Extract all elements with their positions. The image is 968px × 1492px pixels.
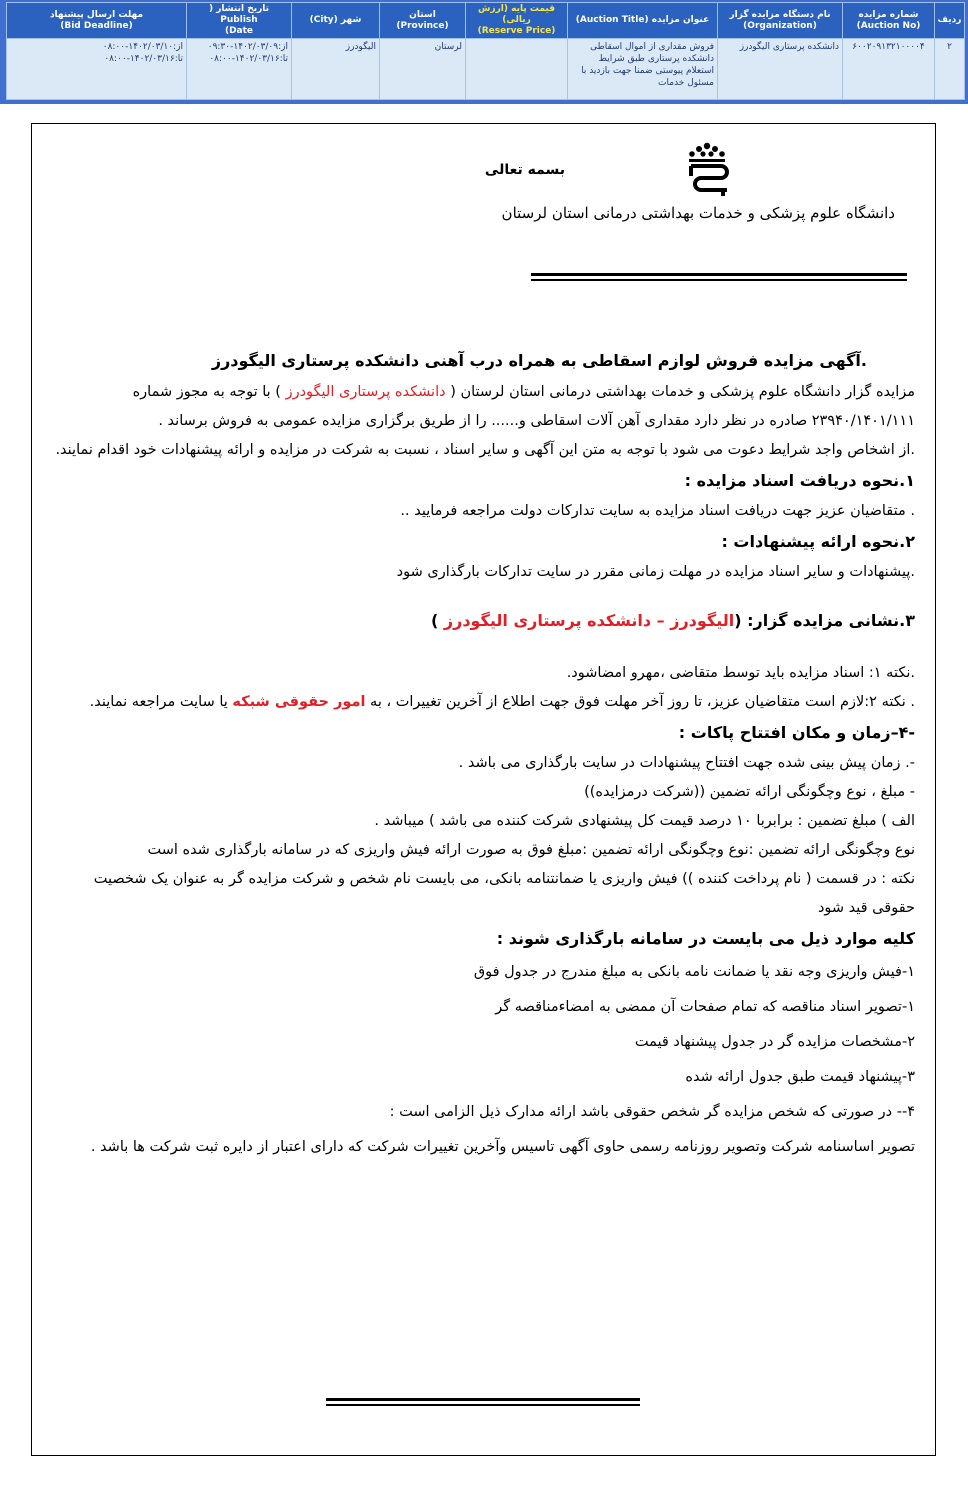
section-4-line-3: الف ) مبلغ تضمین : برابربا ۱۰ درصد قیمت کل پیشنهادی شرکت کننده می باشد ) میباشد . [374, 813, 915, 829]
notice-title: .آگهی مزایده فروش لوازم اسقاطی به همراه درب آهنی دانشکده پرستاری الیگودرز [211, 351, 867, 370]
table-header-row [7, 3, 965, 39]
basmala-heading: بسمه تعالی [484, 162, 565, 178]
section-2-heading: ۲.نحوه ارائه پیشنهادات : [721, 532, 915, 551]
col-deadline: مهلت ارسال پیشنهاد (Bid Deadline) [7, 3, 187, 39]
cell-index: ۲ [935, 39, 965, 100]
intro-paragraph: مزایده گزار دانشگاه علوم پزشکی و خدمات بهداشتی درمانی استان لرستان ( دانشکده پرستاری الیگودرز ) با توجه به مجوز شماره ۲۳۹۴۰/۱۴۰۱/۱۱۱ صادره در نظر دارد مقداری آهن آلات اسقاطی و...... را از طریق برگزاری مزایده عمومی به فروش برساند . [132, 384, 915, 429]
section-4-line-4: نوع وچگونگی ارائه تضمین :نوع وچگونگی ارائه تضمین :مبلغ فوق به صورت ارائه فیش واریزی که در سامانه بارگذاری شده است [147, 842, 915, 858]
list-item: ۴-- در صورتی که شخص مزایده گر شخص حقوقی باشد ارائه مدارک ذیل الزامی است : [389, 1104, 915, 1120]
col-index: ردیف [935, 3, 965, 39]
university-name: دانشگاه علوم پزشکی و خدمات بهداشتی درمانی استان لرستان [501, 204, 895, 222]
note-2: . نکته ۲:لازم است متقاضیان عزیز، تا روز آخر مهلت فوق جهت اطلاع از آخرین تغییرات ، به امور حقوقی شبکه یا سایت مراجعه نمایند. [89, 694, 915, 710]
footer-divider [326, 1398, 640, 1406]
section-4-note: نکته : در قسمت ( نام پرداخت کننده )) فیش واریزی یا ضمانتنامه بانکی، می بایست نام شخص و شرکت مزایده گر به عنوان یک شخصیت حقوقی قید شود [93, 871, 915, 916]
col-publish-date: تاریخ انتشار ( Publish Date) [187, 3, 292, 39]
col-auction-no: شماره مزایده (Auction No) [843, 3, 935, 39]
col-province: استان (Province) [380, 3, 466, 39]
notice-body [49, 346, 915, 1165]
section-4-line-2: - مبلغ ، نوع وچگونگی ارائه تضمین ((شرکت درمزایده)) [584, 784, 915, 800]
auction-table [6, 2, 965, 100]
invite-paragraph: .از اشخاص واجد شرایط دعوت می شود با توجه به متن این آگهی و سایر اسناد ، نسبت به شرکت در مزایده و ارائه پیشنهادات خود اقدام نمایند. [55, 442, 915, 458]
cell-organization: دانشکده پرستاری الیگودرز [718, 39, 843, 100]
cell-city: الیگودرز [292, 39, 380, 100]
cell-deadline: از:۱۴۰۲/۰۳/۱۰-۰۸:۰۰ تا:۱۴۰۲/۰۳/۱۶-۰۸:۰۰ [7, 39, 187, 100]
cell-reserve-price [466, 39, 568, 100]
section-3-heading: ۳.نشانی مزایده گزار: (الیگودرز – دانشکده پرستاری الیگودرز ) [431, 611, 915, 630]
col-reserve-price: قیمت پایه (ارزش ریالی) (Reserve Price) [466, 3, 568, 39]
cell-province: لرستان [380, 39, 466, 100]
list-item: ۱-فیش واریزی وجه نقد یا ضمانت نامه بانکی به مبلغ مندرج در جدول فوق [473, 964, 915, 980]
note-1: .نکته ۱: اسناد مزایده باید توسط متقاضی ،مهرو امضاشود. [566, 665, 915, 681]
upload-list-heading: کلیه موارد ذیل می بایست در سامانه بارگذاری شوند : [496, 929, 915, 948]
list-item: ۲-مشخصات مزایده گر در جدول پیشنهاد قیمت [634, 1034, 915, 1050]
section-1-heading: ۱.نحوه دریافت اسناد مزایده : [684, 471, 915, 490]
section-4-line-1: -. زمان پیش بینی شده جهت افتتاح پیشنهادات در سایت بارگذاری می باشد . [458, 755, 915, 771]
header-divider [531, 273, 907, 281]
col-organization: نام دستگاه مزایده گزار (Organization) [718, 3, 843, 39]
col-city: شهر (City) [292, 3, 380, 39]
cell-publish-date: از:۱۴۰۲/۰۳/۰۹-۰۹:۳۰ تا:۱۴۰۲/۰۳/۱۶-۰۸:۰۰ [187, 39, 292, 100]
list-item: ۳-پیشنهاد قیمت طبق جدول ارائه شده [685, 1069, 915, 1085]
cell-title: فروش مقداری از اموال اسقاطی دانشکده پرستاری طبق شرایط استعلام پیوستی ضمنا جهت بازدید با مسئول خدمات [568, 39, 718, 100]
table-row [7, 39, 965, 100]
section-4-heading: -۴–زمان و مکان افتتاح پاکات : [678, 723, 915, 742]
section-2-text: .پیشنهادات و سایر اسناد مزایده در مهلت زمانی مقرر در سایت تدارکات بارگذاری شود [396, 564, 915, 580]
university-logo-icon [679, 140, 735, 200]
section-1-text: . متقاضیان عزیز جهت دریافت اسناد مزایده به سایت تدارکات دولت مراجعه فرمایید .. [400, 503, 915, 519]
col-title: عنوان مزایده (Auction Title) [568, 3, 718, 39]
list-item: تصویر اساسنامه شرکت وتصویر روزنامه رسمی حاوی آگهی تاسیس وآخرین تغییرات شرکت که دارای اعتبار از دایره ثبت شرکت ها باشد . [90, 1139, 915, 1155]
notice-document [31, 123, 936, 1456]
list-item: ۱-تصویر اسناد مناقصه که تمام صفحات آن ممضی به امضاءمناقصه گر [495, 999, 915, 1015]
auction-summary-table [0, 0, 968, 104]
cell-auction-no: ۶۰۰۲۰۹۱۳۲۱۰۰۰۰۴ [843, 39, 935, 100]
